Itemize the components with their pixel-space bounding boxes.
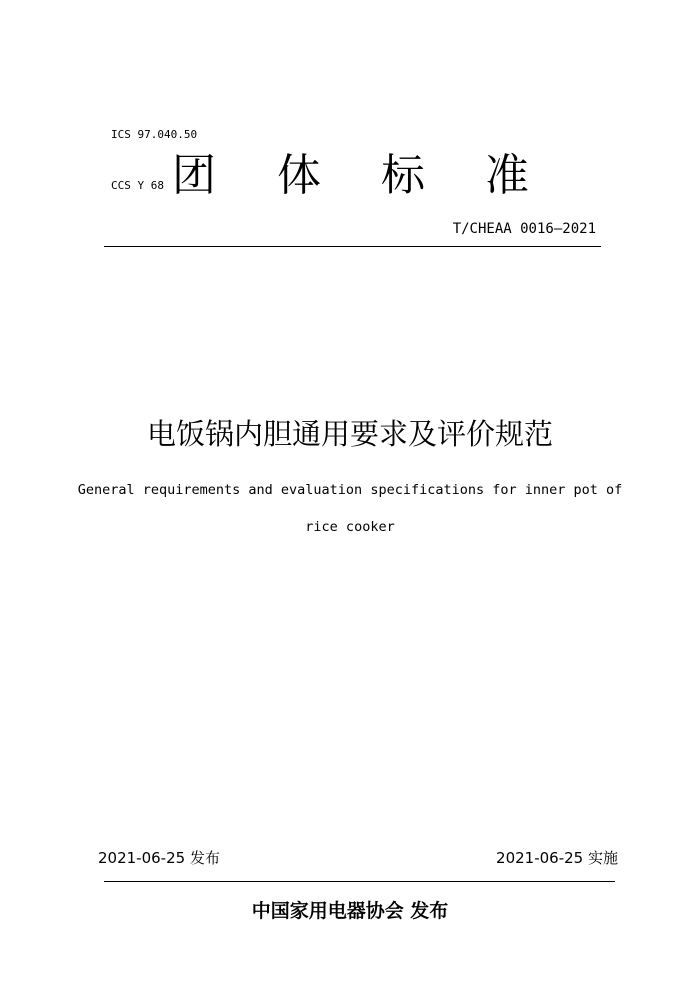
standard-type-char-2: 体 — [277, 150, 321, 201]
publisher: 中国家用电器协会 发布 — [251, 900, 449, 922]
publish-date: 2021-06-25 发布 — [98, 849, 220, 867]
standard-type-heading — [0, 148, 700, 204]
standard-type-char-3: 标 — [381, 150, 425, 201]
document-title-en — [0, 472, 700, 546]
ics-code: ICS 97.040.50 — [111, 128, 198, 141]
ccs-code: CCS Y 68 — [111, 179, 164, 192]
document-title-zh: 电饭锅内胆通用要求及评价规范 — [146, 417, 553, 451]
bottom-divider — [104, 881, 615, 882]
document-title-en-line2: rice cooker — [305, 519, 395, 535]
implement-date: 2021-06-25 实施 — [496, 849, 618, 867]
standard-number: T/CHEAA 0016—2021 — [452, 221, 596, 237]
standard-type-char-4: 准 — [485, 150, 529, 201]
standard-type-char-1: 团 — [172, 150, 216, 201]
top-divider — [104, 246, 601, 247]
document-title-en-line1: General requirements and evaluation specifications for inner pot of — [77, 482, 623, 498]
